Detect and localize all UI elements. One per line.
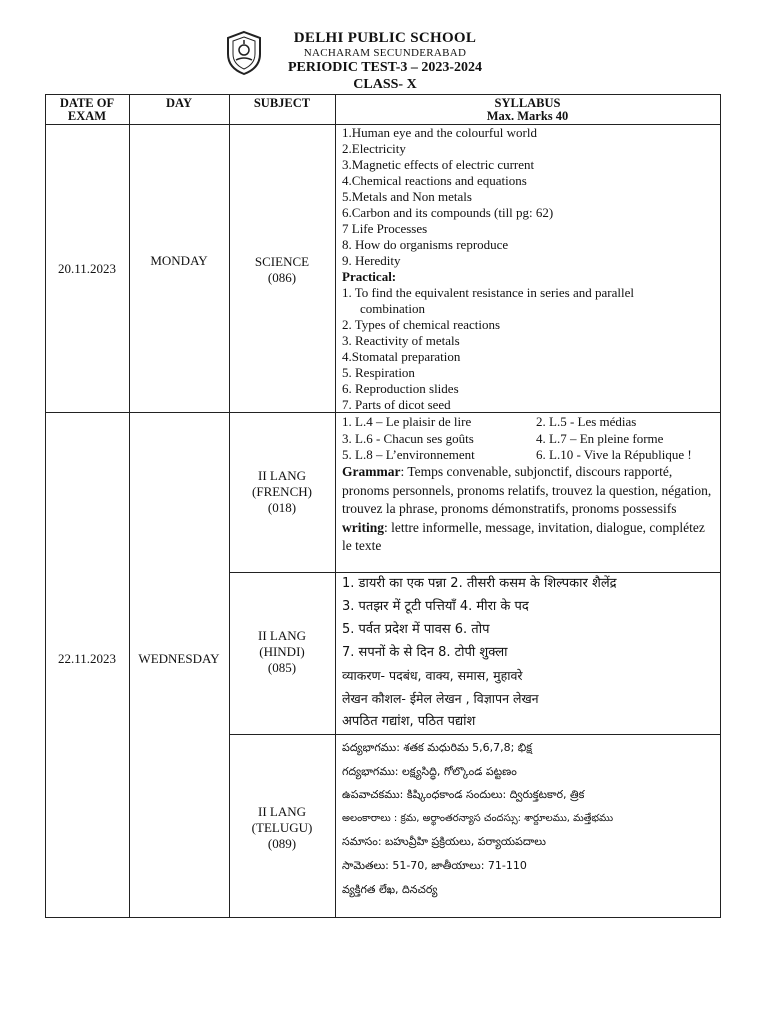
hindi-line: 3. पतझर में टूटी पत्तियाँ 4. मीरा के पद xyxy=(342,599,529,614)
french-subject xyxy=(229,468,335,516)
french-lesson-row xyxy=(342,431,717,447)
french-lesson-row xyxy=(342,447,717,463)
header-day: DAY xyxy=(166,96,192,110)
french-lesson: 5. L.8 – L’environnement xyxy=(342,447,475,462)
telugu-line: అలంకారాలు : క్రమ, అర్థాంతరన్యాస చందస్సు: శార్దూలము, మత్తేభము xyxy=(342,812,614,824)
row2-day: WEDNESDAY xyxy=(138,651,220,666)
french-grammar xyxy=(342,463,717,519)
practical-item: 1. To find the equivalent resistance in series and parallel xyxy=(342,285,634,300)
science-chapter: 1.Human eye and the colourful world xyxy=(342,125,537,140)
hindi-subject-lang: (HINDI) xyxy=(259,644,305,659)
row1-syllabus xyxy=(342,125,717,413)
practical-item: combination xyxy=(360,301,425,316)
telugu-subject-lang: (TELUGU) xyxy=(251,820,313,835)
french-lesson: 3. L.6 - Chacun ses goûts xyxy=(342,431,474,446)
telugu-line: ఉపవాచకము: కిష్కింధకాండ సందులు: ద్విరుక్తటకార, త్రిక xyxy=(342,788,585,802)
practical-heading: Practical: xyxy=(342,269,397,284)
french-syllabus xyxy=(342,413,717,556)
header-max-marks: Max. Marks 40 xyxy=(486,109,569,123)
school-address: NACHARAM SECUNDERABAD xyxy=(303,47,467,59)
hindi-subject-name: II LANG xyxy=(257,628,306,643)
science-chapter: 9. Heredity xyxy=(342,253,401,268)
header-syllabus-label: SYLLABUS xyxy=(494,96,561,110)
science-chapter: 7 Life Processes xyxy=(342,221,428,236)
practical-item: 7. Parts of dicot seed xyxy=(342,397,451,412)
science-chapter: 2.Electricity xyxy=(342,141,406,156)
practical-item: 5. Respiration xyxy=(342,365,415,380)
row1-day: MONDAY xyxy=(150,253,208,268)
header-subject: SUBJECT xyxy=(253,96,311,110)
telugu-subject xyxy=(229,804,335,852)
class-title: CLASS- X xyxy=(353,77,417,92)
row1-subject-name: SCIENCE xyxy=(254,254,310,269)
science-chapter: 8. How do organisms reproduce xyxy=(342,237,509,252)
exam-table xyxy=(45,94,721,918)
telugu-line: పద్యభాగము: శతక మధురిమ 5,6,7,8; భిక్ష xyxy=(342,741,533,754)
science-chapter: 4.Chemical reactions and equations xyxy=(342,173,527,188)
science-chapter: 5.Metals and Non metals xyxy=(342,189,472,204)
telugu-line: వ్యక్తిగత లేఖ, దినచర్య xyxy=(342,882,438,896)
telugu-subject-code: (089) xyxy=(267,836,297,851)
row2-date: 22.11.2023 xyxy=(57,651,117,666)
practical-item: 3. Reactivity of metals xyxy=(342,333,460,348)
header-date: DATE OF EXAM xyxy=(59,96,115,123)
hindi-line: 1. डायरी का एक पन्ना 2. तीसरी कसम के शिल्पकार शैलेंद्र xyxy=(342,576,617,591)
header-syllabus xyxy=(335,97,720,123)
row1-subject xyxy=(229,254,335,286)
french-subject-lang: (FRENCH) xyxy=(252,484,312,499)
hindi-syllabus xyxy=(342,572,717,733)
hindi-line: 7. सपनों के से दिन 8. टोपी शुक्ला xyxy=(342,645,508,660)
practical-item: 4.Stomatal preparation xyxy=(342,349,461,364)
french-lesson: 2. L.5 - Les médias xyxy=(536,414,637,429)
french-lesson: 4. L.7 – En pleine forme xyxy=(536,431,664,446)
practical-item: 2. Types of chemical reactions xyxy=(342,317,501,332)
science-chapter: 6.Carbon and its compounds (till pg: 62) xyxy=(342,205,554,220)
telugu-line: గద్యభాగము: లక్ష్యసిద్ధి, గోల్కొండ పట్టణం xyxy=(342,764,517,778)
science-chapter: 3.Magnetic effects of electric current xyxy=(342,157,535,172)
french-writing-text: : lettre informelle, message, invitation, dialogue, complétez le texte xyxy=(342,519,705,553)
practical-item: 6. Reproduction slides xyxy=(342,381,459,396)
french-writing-label: writing xyxy=(342,519,384,535)
hindi-subject xyxy=(229,628,335,676)
hindi-line: व्याकरण- पदबंध, वाक्य, समास, मुहावरे xyxy=(342,668,523,683)
french-lesson: 1. L.4 – Le plaisir de lire xyxy=(342,414,472,429)
test-title: PERIODIC TEST-3 – 2023-2024 xyxy=(287,60,483,75)
row1-subject-code: (086) xyxy=(267,270,297,285)
french-writing xyxy=(342,519,717,556)
hindi-line: लेखन कौशल- ईमेल लेखन , विज्ञापन लेखन xyxy=(342,691,539,706)
french-lesson: 6. L.10 - Vive la République ! xyxy=(536,447,692,462)
french-subject-code: (018) xyxy=(267,500,297,515)
hindi-line: 5. पर्वत प्रदेश में पावस 6. तोप xyxy=(342,622,490,637)
telugu-subject-name: II LANG xyxy=(257,804,306,819)
french-subject-name: II LANG xyxy=(257,468,306,483)
french-grammar-label: Grammar xyxy=(342,464,401,479)
telugu-line: సామెతలు: 51-70, జాతీయాలు: 71-110 xyxy=(342,858,527,872)
telugu-syllabus xyxy=(342,736,717,901)
hindi-subject-code: (085) xyxy=(267,660,297,675)
french-grammar-text: : Temps convenable, subjonctif, discours rapporté, pronoms personnels, pronoms relatifs, trouvez la question, négation, trouvez la phrase, pronoms démonstratifs, pronoms possessifs xyxy=(342,464,712,516)
telugu-line: సమాసం: బహువ్రీహి ప్రక్రియలు, పర్యాయపదాలు xyxy=(342,835,546,849)
french-lesson-row xyxy=(342,413,717,431)
hindi-line: अपठित गद्यांश, पठित पद्यांश xyxy=(342,714,476,729)
row1-date: 20.11.2023 xyxy=(57,261,117,276)
school-name: DELHI PUBLIC SCHOOL xyxy=(293,30,477,46)
